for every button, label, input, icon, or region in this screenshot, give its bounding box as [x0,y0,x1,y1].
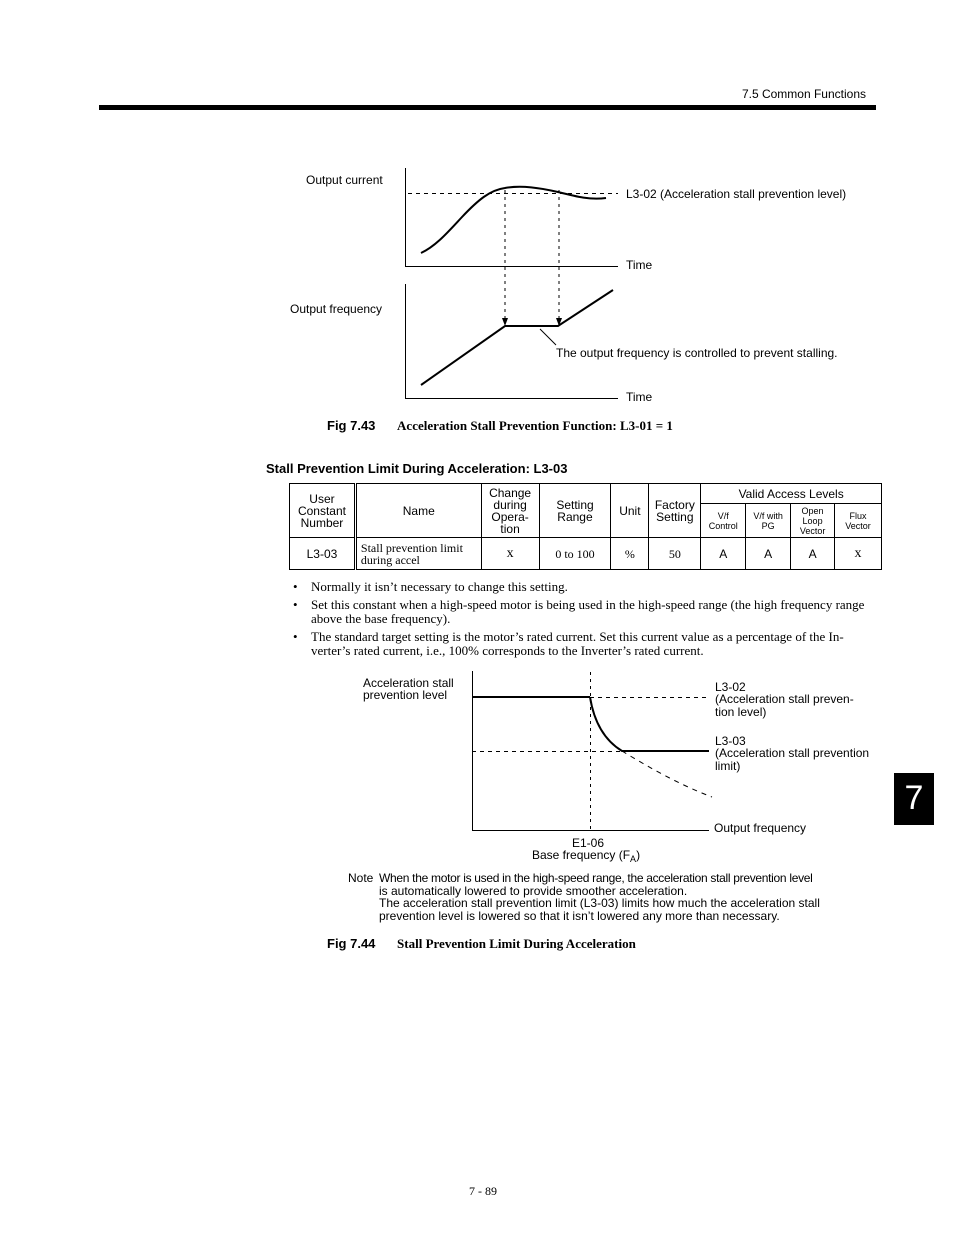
cell-factory: 50 [649,538,701,570]
cell-open-loop: A [791,538,835,570]
note-line: is automatically lowered to provide smoother acceleration. [379,883,688,898]
note [348,872,848,922]
cell-flux: x [835,538,882,570]
fig44-l303-1: L3-03 [715,734,746,748]
cell-number: L3-03 [290,538,356,570]
header-valid-access-levels: Valid Access Levels [701,484,882,504]
fig43-annotation-leader [540,329,556,345]
fig44-l303-3: limit) [715,759,741,773]
fig43-output-frequency-label: Output frequency [290,302,383,316]
note-line: The acceleration stall prevention limit (L3-03) limits how much the acceleration stall [379,896,820,910]
note-line: When the motor is used in the high-speed range, the acceleration stall prevention level [379,871,813,885]
list-item: • Normally it isn’t necessary to change this setting. [293,580,883,594]
cell-range: 0 to 100 [539,538,611,570]
note-label: Note [348,871,374,885]
header-change-during-operation: Change during Opera- tion [481,484,539,538]
fig43-caption-label: Fig 7.43 [327,418,376,433]
fig44-l302-1: L3-02 [715,680,746,694]
cell-name: Stall prevention limit during accel [355,538,481,570]
fig44-ylabel-1: Acceleration stall [363,676,454,690]
header-section-title: 7.5 Common Functions [741,87,866,101]
header-open-loop-vector: Open Loop Vector [791,504,835,538]
cell-change: x [481,538,539,570]
list-item: • The standard target setting is the motor’s rated current. Set this current value as a percentage of the In-verter’s rated current, i.e., 100% corresponds to the Inverter’s rated current. [293,630,883,658]
fig44-diagram [350,668,890,868]
header-factory-setting: Factory Setting [649,484,701,538]
fig43-output-current-label: Output current [306,173,383,187]
header-user-constant: User Constant Number [290,484,356,538]
header-rule [99,105,876,110]
fig43-frequency-curve [421,290,613,385]
fig43-diagram [280,160,880,410]
cell-unit: % [611,538,649,570]
fig43-level-label: L3-02 (Acceleration stall prevention level) [626,187,847,201]
header-flux-vector: Flux Vector [835,504,882,538]
header-setting-range: Setting Range [539,484,611,538]
section-heading: Stall Prevention Limit During Acceleration: L3-03 [266,461,568,476]
fig43-current-curve [421,187,606,253]
chapter-tab: 7 [894,773,934,825]
fig43-annotation: The output frequency is controlled to prevent stalling. [556,346,838,360]
fig44-caption [327,936,636,952]
parameter-table [289,483,882,570]
fig43-caption [327,418,673,434]
fig44-ylabel-2: prevention level [363,688,448,702]
cell-vf-pg: A [746,538,791,570]
fig43-time-label-bottom: Time [626,390,653,404]
header-vf-control: V/f Control [701,504,746,538]
fig43-caption-title: Acceleration Stall Prevention Function: L3-01 = 1 [397,418,673,433]
table-row [290,538,882,570]
fig44-limited-curve [590,697,709,751]
list-item: • Set this constant when a high-speed motor is being used in the high-speed range (the high frequency range above the base frequency). [293,598,883,626]
fig44-l302-2: (Acceleration stall preven- [715,692,854,706]
fig44-l303-2: (Acceleration stall prevention [715,746,870,760]
header-unit: Unit [611,484,649,538]
page-number: 7 - 89 [469,1184,497,1198]
fig44-caption-label: Fig 7.44 [327,936,376,951]
fig44-e106: E1-06 [572,836,605,850]
fig43-arrow-head-1 [502,318,508,326]
fig44-base-frequency: Base frequency $(F_A)$ [532,848,641,864]
cell-vf: A [701,538,746,570]
fig44-caption-title: Stall Prevention Limit During Acceleration [397,936,636,951]
note-line: prevention level is lowered so that it isn’t lowered any more than necessary. [379,908,780,923]
fig44-xlabel: Output frequency [714,821,807,835]
fig44-l302-3: tion level) [715,705,767,719]
fig43-time-label-top: Time [626,258,653,272]
fig44-unlimited-curve [622,751,712,797]
bullet-list [293,580,883,662]
header-vf-with-pg: V/f with PG [746,504,791,538]
header-name: Name [355,484,481,538]
